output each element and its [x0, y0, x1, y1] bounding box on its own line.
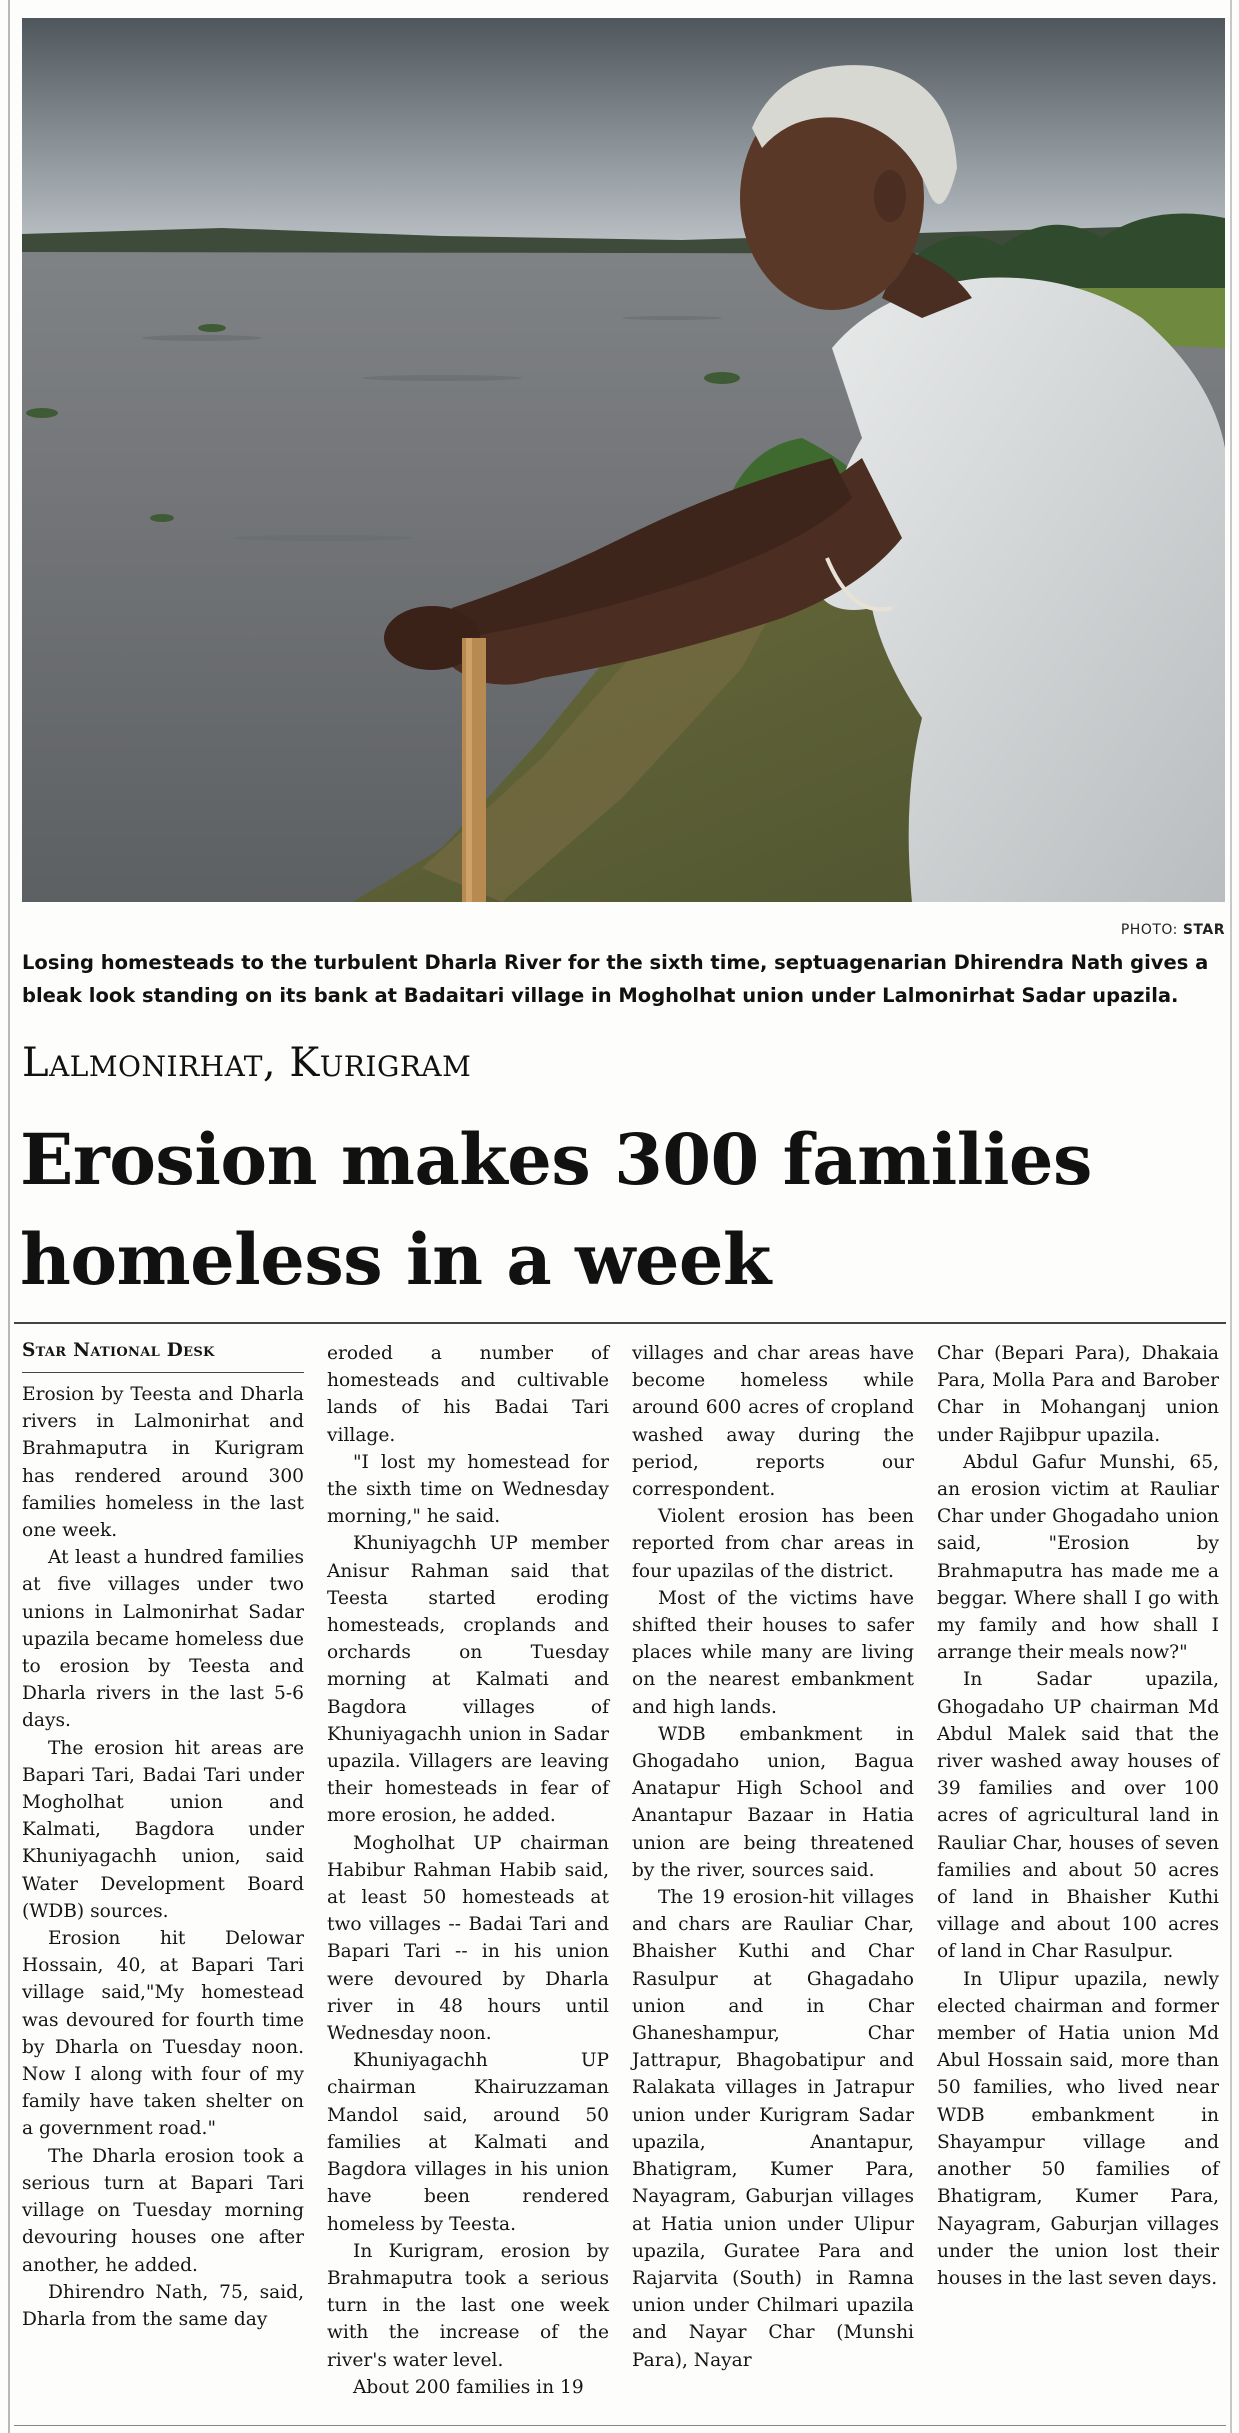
- article-paragraph: WDB embankment in Ghogadaho union, Bagua Anatapur High School and Anantapur Bazaar in Hatia union are being threatened by the river, sources said.: [632, 1723, 914, 1881]
- article-column-4: [937, 1340, 1219, 2292]
- news-photo: [22, 18, 1225, 902]
- article-paragraph: Dhirendro Nath, 75, said, Dharla from the same day: [22, 2281, 304, 2330]
- article-column-3: [632, 1340, 914, 2374]
- article-paragraph: Mogholhat UP chairman Habibur Rahman Habib said, at least 50 homesteads at two villages -- Badai Tari and Bapari Tari -- in his union were devoured by Dharla river in 48 hours until Wednesday noon.: [327, 1832, 609, 2045]
- article-paragraph: In Sadar upazila, Ghogadaho UP chairman Md Abdul Malek said that the river washed away houses of 39 families and over 100 acres of agricultural land in Rauliar Char, houses of seven families and about 50 acres of land in Bhaisher Kuthi village and about 100 acres of land in Char Rasulpur.: [937, 1669, 1219, 1963]
- left-page-rule: [8, 0, 10, 2433]
- byline: Star National Desk: [22, 1340, 304, 1373]
- article-paragraph: Violent erosion has been reported from char areas in four upazilas of the district.: [632, 1506, 914, 1582]
- right-page-rule: [1230, 0, 1232, 2433]
- photo-caption: Losing homesteads to the turbulent Dharla River for the sixth time, septuagenarian Dhirendra Nath gives a bleak look standing on its bank at Badaitari village in Mogholhat union under Lalmonirhat Sadar upazila.: [22, 951, 1209, 1007]
- article-paragraph: The 19 erosion-hit villages and chars are Rauliar Char, Bhaisher Kuthi and Char Rasulpur at Ghagadaho union and in Char Ghaneshampur, Char Jattrapur, Bhagobatipur and Ralakata villages in Jatrapur union under Kurigram Sadar upazila, Anantapur, Bhatigram, Kumer Para, Nayagram, Gaburjan villages at Hatia union under Ulipur upazila, Guratee Para and Rajarvita (South) in Ramna union under Chilmari upazila and Nayar Char (Munshi Para), Nayar: [632, 1887, 914, 2371]
- bottom-rule: [14, 2425, 1226, 2426]
- photo-credit-label: PHOTO:: [1120, 922, 1178, 938]
- article-paragraph: Erosion by Teesta and Dharla rivers in Lalmonirhat and Brahmaputra in Kurigram has rendered around 300 families homeless in the last one week.: [22, 1384, 304, 1542]
- headline: Erosion makes 300 families homeless in a week: [20, 1118, 1092, 1301]
- photo-credit: [1121, 922, 1225, 938]
- headline-rule: [14, 1322, 1226, 1324]
- article-paragraph: Char (Bepari Para), Dhakaia Para, Molla Para and Barober Char in Mohanganj union under Rajibpur upazila.: [937, 1343, 1219, 1446]
- article-paragraph: Abdul Gafur Munshi, 65, an erosion victim at Rauliar Char under Ghogadaho union said, "Erosion by Brahmaputra has made me a beggar. Where shall I go with my family and how shall I arrange their meals now?": [937, 1451, 1219, 1664]
- article-paragraph: eroded a number of homesteads and cultivable lands of his Badai Tari village.: [327, 1343, 609, 1446]
- article-paragraph: Khuniyagchh UP member Anisur Rahman said that Teesta started eroding homesteads, croplands and orchards on Tuesday morning at Kalmati and Bagdora villages of Khuniyagachh union in Sadar upazila. Villagers are leaving their homesteads in fear of more erosion, he added.: [327, 1533, 609, 1827]
- article-paragraph: In Ulipur upazila, newly elected chairman and former member of Hatia union Md Abul Hossain said, more than 50 families, who lived near WDB embankment in Shayampur village and another 50 families of Bhatigram, Kumer Para, Nayagram, Gaburjan villages under the union lost their houses in the last seven days.: [937, 1968, 1219, 2289]
- article-paragraph: At least a hundred families at five villages under two unions in Lalmonirhat Sadar upazila became homeless due to erosion by Teesta and Dharla rivers in the last 5-6 days.: [22, 1547, 304, 1732]
- article-paragraph: "I lost my homestead for the sixth time on Wednesday morning," he said.: [327, 1451, 609, 1528]
- article-paragraph: villages and char areas have become homeless while around 600 acres of cropland washed away during the period, reports our correspondent.: [632, 1343, 914, 1501]
- article-paragraph: Erosion hit Delowar Hossain, 40, at Bapari Tari village said,"My homestead was devoured for fourth time by Dharla on Tuesday noon. Now I along with four of my family have taken shelter on a government road.": [22, 1928, 304, 2140]
- article-column-2: [327, 1340, 609, 2401]
- article-paragraph: In Kurigram, erosion by Brahmaputra took a serious turn in the last one week with the increase of the river's water level.: [327, 2240, 609, 2371]
- article-paragraph: About 200 families in 19: [353, 2376, 584, 2398]
- photo-credit-source: STAR: [1182, 922, 1225, 938]
- article-paragraph: The Dharla erosion took a serious turn at Bapari Tari village on Tuesday morning devouring houses one after another, he added.: [22, 2145, 304, 2276]
- article-paragraph: Khuniyagachh UP chairman Khairuzzaman Mandol said, around 50 families at Kalmati and Bagdora villages in his union have been rendered homeless by Teesta.: [327, 2050, 609, 2235]
- article-column-1: [22, 1340, 304, 2333]
- article-paragraph: Most of the victims have shifted their houses to safer places while many are living on the nearest embankment and high lands.: [632, 1587, 914, 1718]
- dateline: Lalmonirhat, Kurigram: [22, 1040, 472, 1086]
- article-paragraph: The erosion hit areas are Bapari Tari, Badai Tari under Mogholhat union and Kalmati, Bagdora under Khuniyagachh union, said Water Development Board (WDB) sources.: [22, 1737, 304, 1922]
